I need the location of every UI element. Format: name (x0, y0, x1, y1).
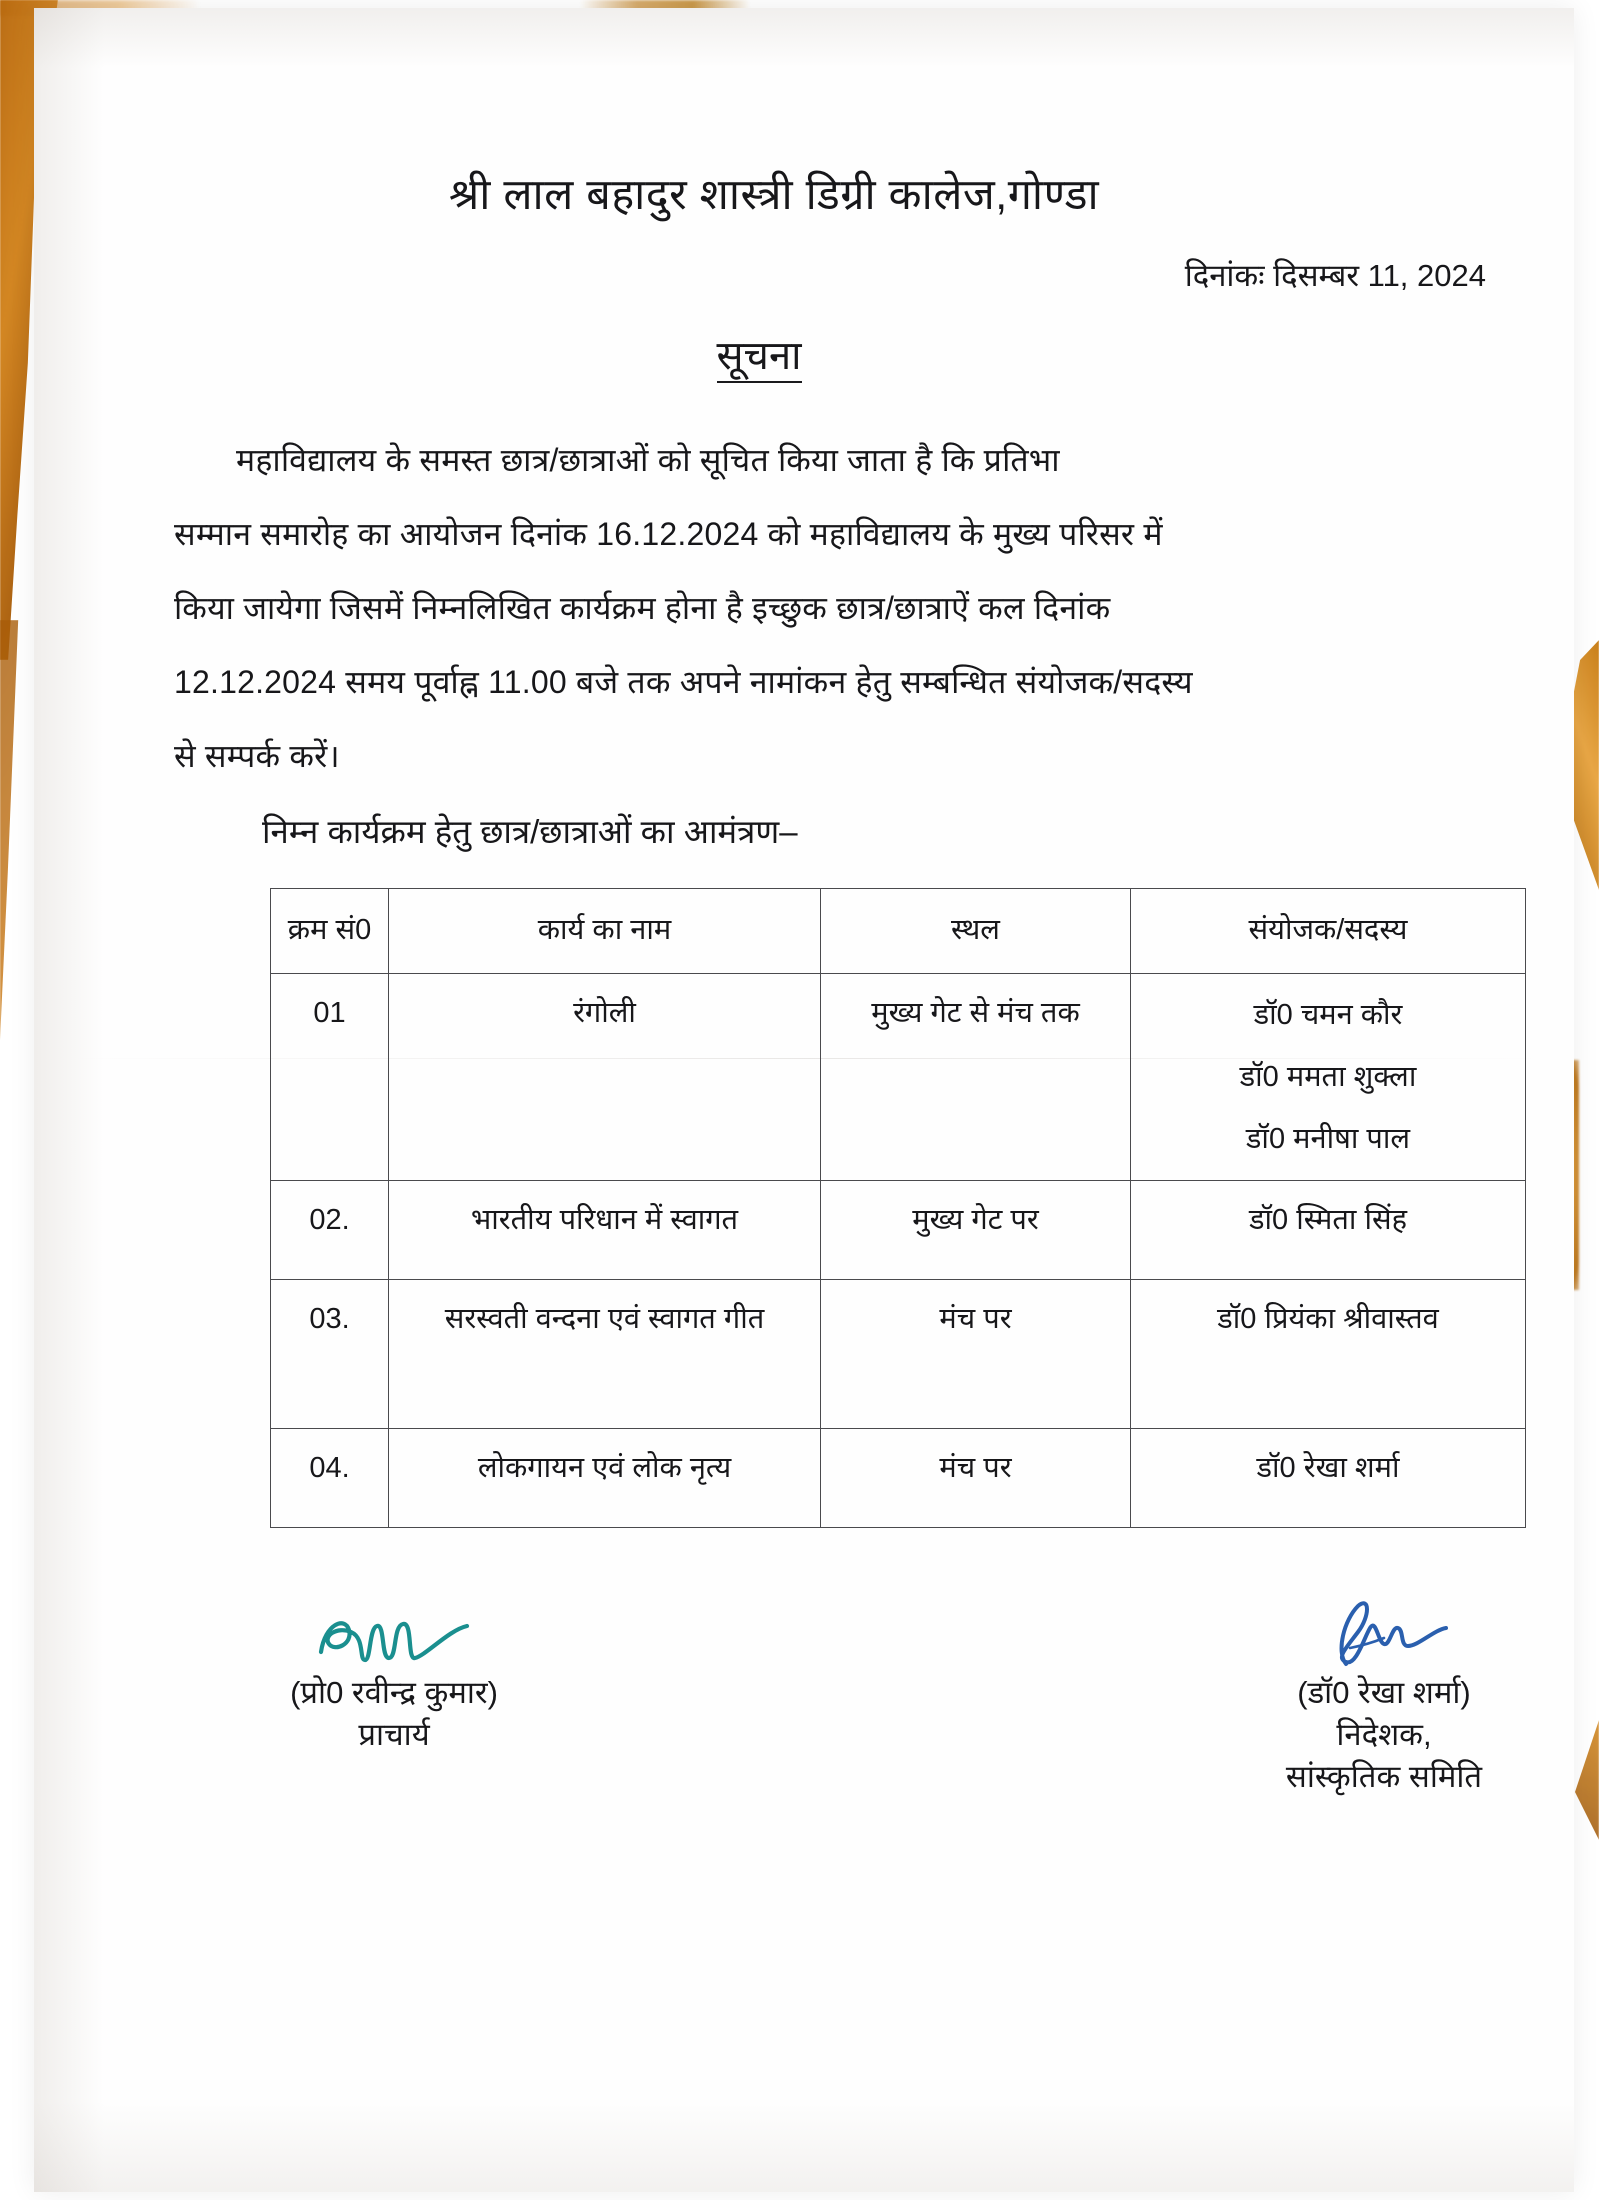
notice-body (174, 423, 1549, 793)
cell-coordinator: डॉ0 रेखा शर्मा (1131, 1429, 1526, 1528)
body-line-5: से सम्पर्क करें। (174, 738, 340, 774)
coordinator-name: डॉ0 मनीषा पाल (1245, 1123, 1411, 1155)
director-name: (डॉ0 रेखा शर्मा) (1297, 1675, 1471, 1710)
cell-event-name: लोकगायन एवं लोक नृत्य (389, 1429, 821, 1528)
director-designation-line2: सांस्कृतिक समिति (1285, 1759, 1483, 1794)
table-row (271, 1181, 1526, 1280)
cell-venue: मंच पर (821, 1429, 1131, 1528)
cell-serial: 02. (271, 1181, 389, 1280)
cell-venue: मुख्य गेट से मंच तक (821, 974, 1131, 1181)
cell-event-name: भारतीय परिधान में स्वागत (389, 1181, 821, 1280)
body-line-1: महाविद्यालय के समस्त छात्र/छात्राओं को सूचित किया जाता है कि प्रतिभा (236, 442, 1060, 478)
institution-title: श्री लाल बहादुर शास्त्री डिग्री कालेज,गोण्डा (448, 171, 1100, 219)
cell-coordinator (1131, 974, 1526, 1181)
table-row (271, 1280, 1526, 1429)
cell-serial: 04. (271, 1429, 389, 1528)
document-date: दिनांकः दिसम्बर 11, 2024 (1184, 258, 1486, 293)
body-line-3: किया जायेगा जिसमें निम्नलिखित कार्यक्रम होना है इच्छुक छात्र/छात्राऐं कल दिनांक (174, 590, 1111, 626)
signature-mark-principal-icon (184, 1608, 604, 1670)
table-row (271, 974, 1526, 1181)
cell-event-name: रंगोली (389, 974, 821, 1181)
principal-designation: प्राचार्य (358, 1717, 430, 1752)
coordinator-name: डॉ0 ममता शुक्ला (1239, 1061, 1417, 1093)
signature-mark-director-icon (1164, 1598, 1599, 1670)
principal-name: (प्रो0 रवीन्द्र कुमार) (290, 1675, 498, 1710)
director-designation-line1: निदेशक, (1336, 1717, 1432, 1752)
notice-heading-text: सूचना (717, 334, 802, 383)
column-header-venue: स्थल (821, 889, 1131, 974)
cell-coordinator: डॉ0 स्मिता सिंह (1131, 1181, 1526, 1280)
cell-coordinator: डॉ0 प्रियंका श्रीवास्तव (1131, 1280, 1526, 1429)
invitation-line: निम्न कार्यक्रम हेतु छात्र/छात्राओं का आमंत्रण– (262, 813, 798, 850)
cell-serial: 01 (271, 974, 389, 1181)
notice-paper-sheet (34, 8, 1574, 2192)
signature-block-director (1164, 1598, 1599, 1798)
body-line-2: सम्मान समारोह का आयोजन दिनांक 16.12.2024 को महाविद्यालय के मुख्य परिसर में (174, 516, 1163, 552)
programme-table-wrapper (270, 888, 1525, 1528)
coordinator-name: डॉ0 चमन कौर (1253, 999, 1403, 1031)
column-header-serial: क्रम सं0 (271, 889, 389, 974)
signature-block-principal (184, 1608, 604, 1756)
column-header-event-name: कार्य का नाम (389, 889, 821, 974)
paper-shadow-bottom (34, 2102, 1574, 2192)
column-header-coordinator: संयोजक/सदस्य (1131, 889, 1526, 974)
notice-heading (0, 326, 1529, 381)
cell-event-name: सरस्वती वन्दना एवं स्वागत गीत (389, 1280, 821, 1429)
programme-table (270, 888, 1526, 1528)
paper-shadow-top (34, 8, 1574, 68)
cell-serial: 03. (271, 1280, 389, 1429)
wood-desk-edge-left-lower (0, 620, 26, 1040)
cell-venue: मुख्य गेट पर (821, 1181, 1131, 1280)
body-line-4: 12.12.2024 समय पूर्वाह्न 11.00 बजे तक अपने नामांकन हेतु सम्बन्धित संयोजक/सदस्य (174, 664, 1193, 700)
cell-venue: मंच पर (821, 1280, 1131, 1429)
table-row (271, 1429, 1526, 1528)
table-header-row (271, 889, 1526, 974)
